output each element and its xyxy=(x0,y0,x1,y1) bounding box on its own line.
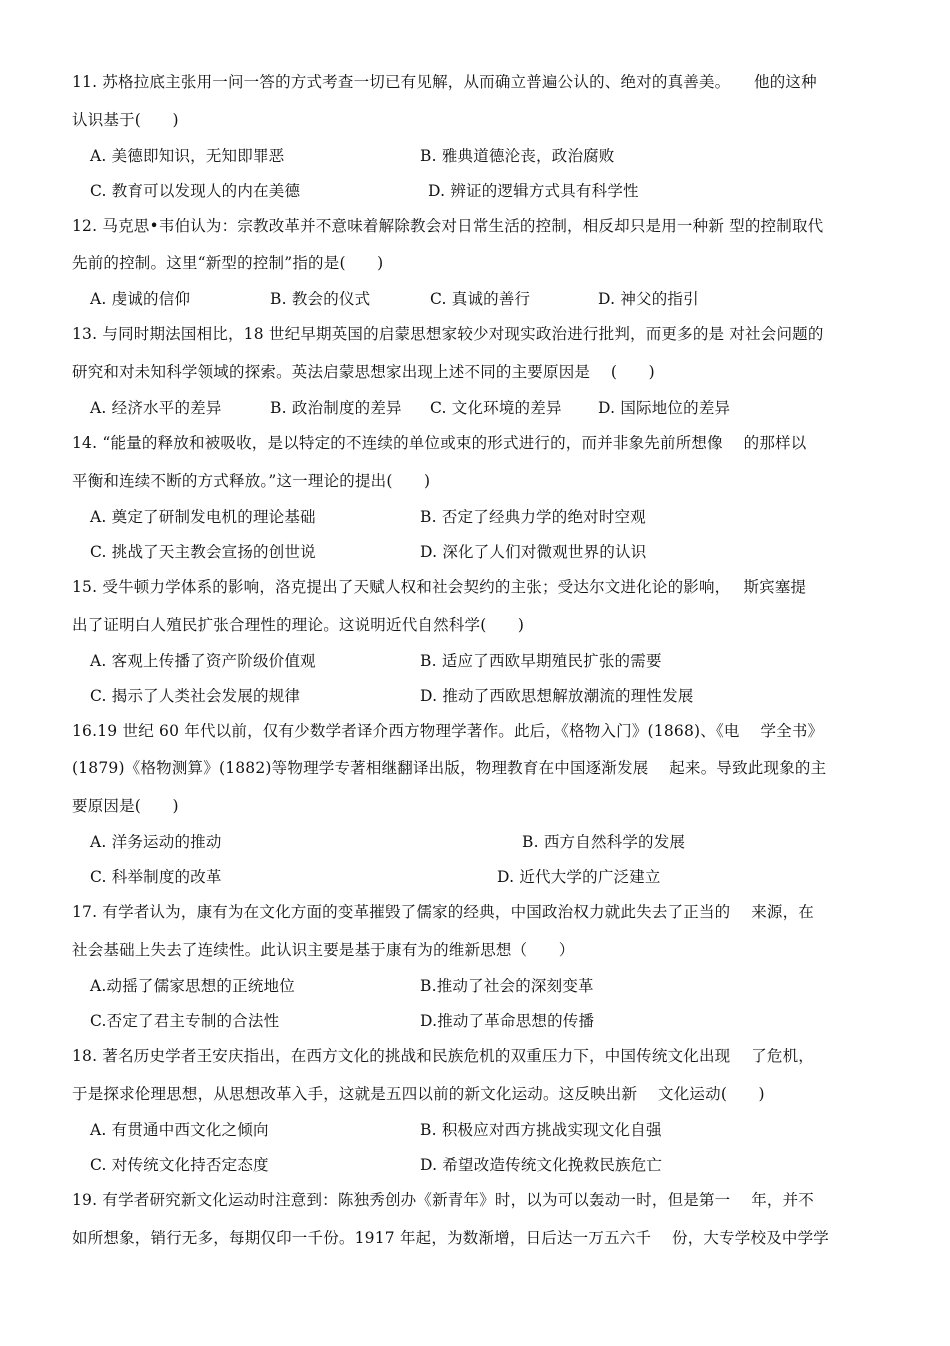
q17-line-2: 社会基础上失去了连续性。此认识主要是基于康有为的维新思想（ ） xyxy=(72,941,575,959)
q18-option-a: A. 有贯通中西文化之倾向 xyxy=(90,1121,269,1139)
q16-line-1: 16.19 世纪 60 年代以前，仅有少数学者译介西方物理学著作。此后，《格物入门》(1868)、《电 学全书》 xyxy=(72,722,824,740)
q11-line-1: 11. 苏格拉底主张用一问一答的方式考查一切已有见解，从而确立普遍公认的、绝对的真善美。 他的这种 xyxy=(72,73,817,91)
q15-option-d: D. 推动了西欧思想解放潮流的理性发展 xyxy=(420,687,694,705)
q19-line-2: 如所想象，销行无多，每期仅印一千份。1917 年起，为数渐增，日后达一万五六千 份，大专学校及中学学 xyxy=(72,1229,830,1247)
q15-line-1: 15. 受牛顿力学体系的影响，洛克提出了天赋人权和社会契约的主张；受达尔文进化论的影响， 斯宾塞提 xyxy=(72,578,807,596)
q15-line-2: 出了证明白人殖民扩张合理性的理论。这说明近代自然科学( ) xyxy=(72,616,525,634)
q11-option-d: D. 辨证的逻辑方式具有科学性 xyxy=(428,182,639,200)
q14-line-1: 14. “能量的释放和被吸收，是以特定的不连续的单位或束的形式进行的，而并非象先前所想像 的那样以 xyxy=(72,434,807,452)
q18-line-1: 18. 著名历史学者王安庆指出，在西方文化的挑战和民族危机的双重压力下，中国传统文化出现 了危机， xyxy=(72,1047,815,1065)
q16-option-c: C. 科举制度的改革 xyxy=(90,868,222,886)
q18-line-2: 于是探求伦理思想，从思想改革入手，这就是五四以前的新文化运动。这反映出新 文化运动( ) xyxy=(72,1085,765,1103)
q18-option-c: C. 对传统文化持否定态度 xyxy=(90,1156,269,1174)
q13-option-a: A. 经济水平的差异 xyxy=(90,399,222,417)
q11-option-a: A. 美德即知识，无知即罪恶 xyxy=(90,147,285,165)
q12-option-a: A. 虔诚的信仰 xyxy=(90,290,191,308)
q17-option-c: C.否定了君主专制的合法性 xyxy=(90,1012,280,1030)
q12-line-2: 先前的控制。这里“新型的控制”指的是( ) xyxy=(72,254,384,272)
q15-option-c: C. 揭示了人类社会发展的规律 xyxy=(90,687,301,705)
q17-line-1: 17. 有学者认为，康有为在文化方面的变革摧毁了儒家的经典，中国政治权力就此失去了正当的 来源，在 xyxy=(72,903,815,921)
q14-option-b: B. 否定了经典力学的绝对时空观 xyxy=(420,508,646,526)
q14-option-d: D. 深化了人们对微观世界的认识 xyxy=(420,543,647,561)
q11-line-2: 认识基于( ) xyxy=(72,111,179,129)
q16-line-3: 要原因是( ) xyxy=(72,797,179,815)
q16-line-2: (1879)《格物测算》(1882)等物理学专著相继翻译出版，物理教育在中国逐渐发展 起来。导致此现象的主 xyxy=(72,759,827,777)
q14-option-a: A. 奠定了研制发电机的理论基础 xyxy=(90,508,316,526)
q17-option-b: B.推动了社会的深刻变革 xyxy=(420,977,594,995)
q13-line-2: 研究和对未知科学领域的探索。英法启蒙思想家出现上述不同的主要原因是 ( ) xyxy=(72,363,655,381)
q17-option-a: A.动摇了儒家思想的正统地位 xyxy=(90,977,295,995)
q14-option-c: C. 挑战了天主教会宣扬的创世说 xyxy=(90,543,316,561)
q11-option-c: C. 教育可以发现人的内在美德 xyxy=(90,182,301,200)
q16-option-a: A. 洋务运动的推动 xyxy=(90,833,222,851)
q12-line-1: 12. 马克思•韦伯认为：宗教改革并不意味着解除教会对日常生活的控制，相反却只是用一种新 型的控制取代 xyxy=(72,217,824,235)
q18-option-b: B. 积极应对西方挑战实现文化自强 xyxy=(420,1121,662,1139)
q12-option-c: C. 真诚的善行 xyxy=(430,290,531,308)
q17-option-d: D.推动了革命思想的传播 xyxy=(420,1012,595,1030)
q13-option-b: B. 政治制度的差异 xyxy=(270,399,402,417)
q15-option-b: B. 适应了西欧早期殖民扩张的需要 xyxy=(420,652,662,670)
q12-option-b: B. 教会的仪式 xyxy=(270,290,371,308)
q16-option-d: D. 近代大学的广泛建立 xyxy=(497,868,661,886)
q12-option-d: D. 神父的指引 xyxy=(598,290,699,308)
q19-line-1: 19. 有学者研究新文化运动时注意到：陈独秀创办《新青年》时，以为可以轰动一时，但是第一 年，并不 xyxy=(72,1191,815,1209)
q15-option-a: A. 客观上传播了资产阶级价值观 xyxy=(90,652,316,670)
q13-line-1: 13. 与同时期法国相比，18 世纪早期英国的启蒙思想家较少对现实政治进行批判，而更多的是 对社会问题的 xyxy=(72,325,824,343)
q14-line-2: 平衡和连续不断的方式释放。”这一理论的提出( ) xyxy=(72,472,431,490)
q18-option-d: D. 希望改造传统文化挽救民族危亡 xyxy=(420,1156,663,1174)
q13-option-d: D. 国际地位的差异 xyxy=(598,399,731,417)
q16-option-b: B. 西方自然科学的发展 xyxy=(522,833,686,851)
q13-option-c: C. 文化环境的差异 xyxy=(430,399,562,417)
q11-option-b: B. 雅典道德沦丧，政治腐败 xyxy=(420,147,615,165)
